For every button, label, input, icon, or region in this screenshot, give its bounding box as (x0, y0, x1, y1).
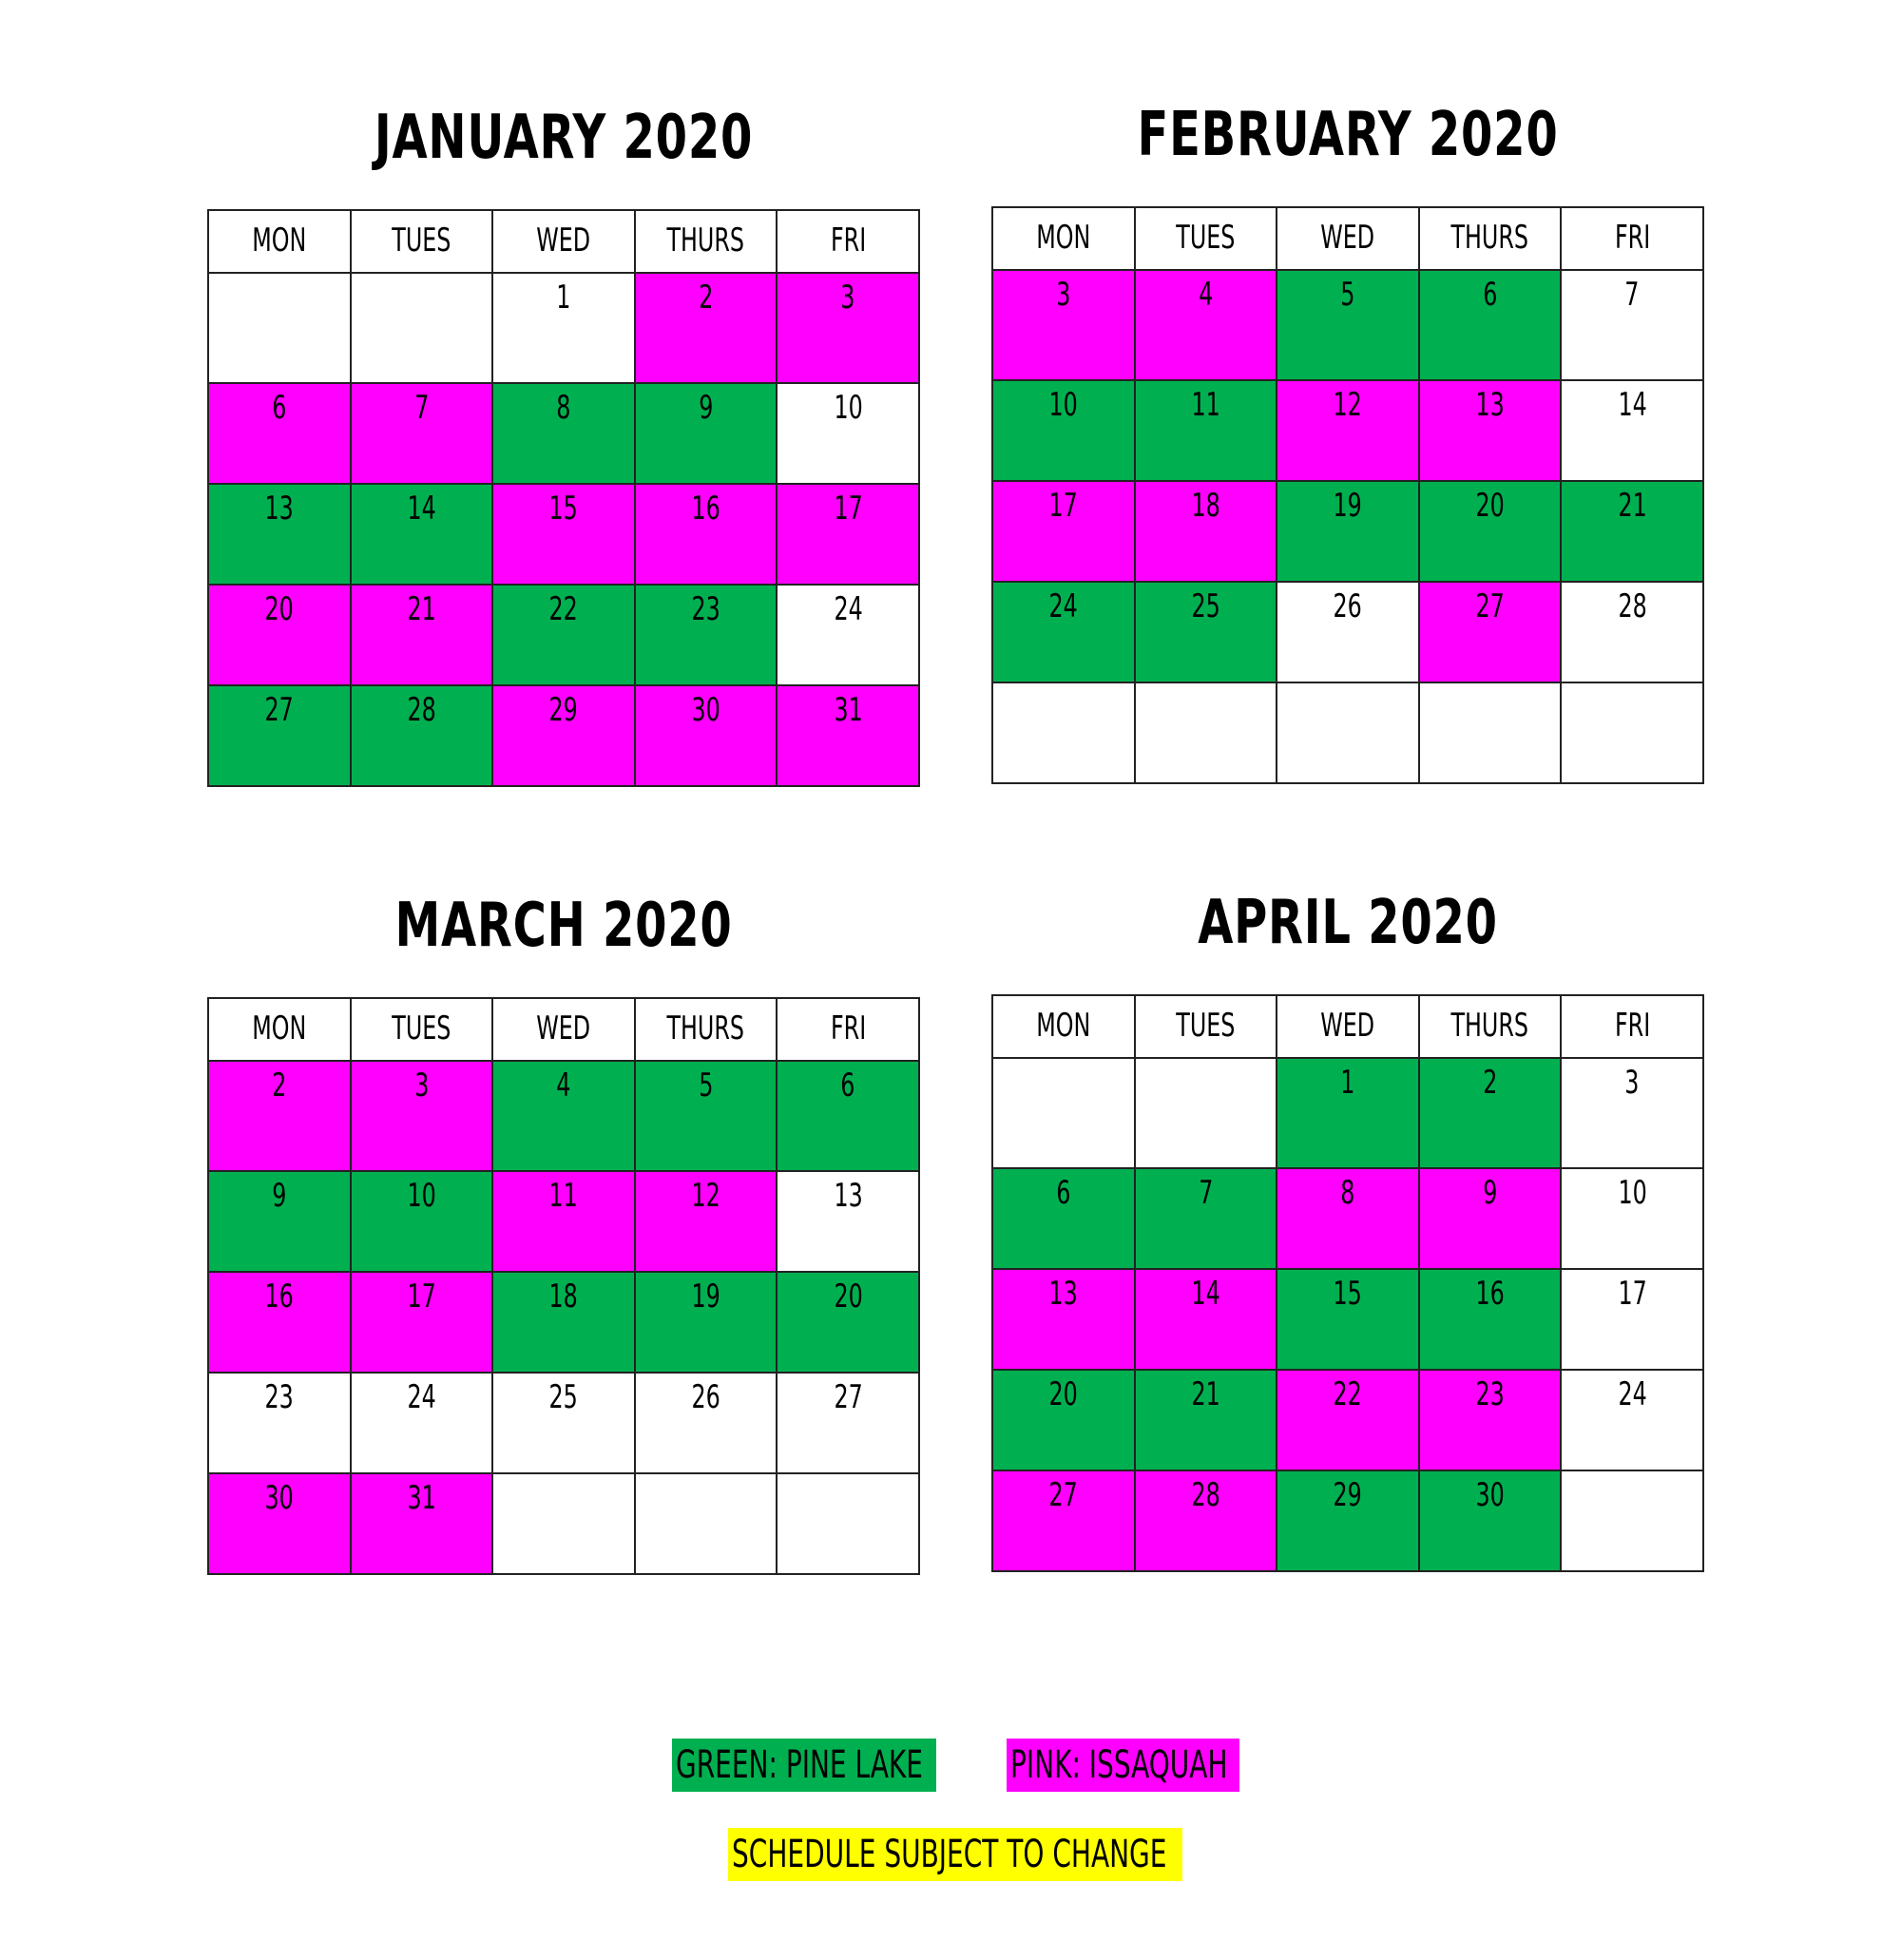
day-number: 27 (1048, 1476, 1078, 1514)
week-row (992, 270, 1703, 380)
day-number: 9 (698, 389, 714, 427)
day-cell (1277, 1370, 1419, 1470)
day-cell (777, 1373, 919, 1473)
week-row (992, 1058, 1703, 1168)
day-cell (492, 273, 635, 383)
day-number: 28 (1191, 1476, 1220, 1514)
day-cell (1135, 1269, 1277, 1370)
day-cell (351, 685, 493, 786)
day-number: 25 (1191, 587, 1220, 625)
day-number: 20 (834, 1278, 863, 1316)
day-number: 19 (691, 1278, 720, 1316)
weekday-header-wed (1277, 207, 1419, 270)
weekday-header-tues (1135, 207, 1277, 270)
day-number: 12 (691, 1177, 720, 1215)
day-cell (992, 270, 1135, 380)
day-cell (1561, 682, 1703, 783)
day-number: 10 (407, 1177, 436, 1215)
day-cell (1277, 682, 1419, 783)
day-cell (351, 273, 493, 383)
day-cell (208, 1473, 351, 1574)
day-cell (351, 383, 493, 484)
day-cell (492, 1061, 635, 1171)
weekday-header-row (208, 998, 919, 1061)
week-row (992, 1168, 1703, 1269)
day-cell (492, 685, 635, 786)
day-cell (1277, 1470, 1419, 1571)
day-number: 27 (1475, 587, 1505, 625)
weekday-header-label: FRI (830, 221, 866, 259)
day-cell (777, 383, 919, 484)
day-number: 22 (1333, 1375, 1363, 1413)
day-cell (992, 582, 1135, 682)
day-number: 21 (407, 590, 436, 628)
day-number: 3 (1056, 276, 1071, 314)
day-number: 10 (1048, 386, 1078, 424)
week-row (992, 380, 1703, 481)
day-number: 29 (548, 691, 579, 729)
day-number: 15 (548, 490, 579, 528)
schedule-notice (728, 1828, 1182, 1881)
day-cell (208, 1272, 351, 1373)
day-cell (992, 1168, 1135, 1269)
day-cell (635, 585, 778, 685)
day-number: 24 (1618, 1375, 1647, 1413)
weekday-header-label: THURS (666, 221, 745, 259)
day-number: 29 (1333, 1476, 1363, 1514)
weekday-header-row (208, 210, 919, 273)
day-number: 14 (407, 490, 436, 528)
legend-pink-issaquah (1007, 1739, 1239, 1792)
legend-pink-label: PINK: ISSAQUAH (1010, 1743, 1228, 1787)
day-number: 30 (264, 1479, 294, 1517)
day-cell (1419, 582, 1562, 682)
day-cell (635, 273, 778, 383)
day-cell (1419, 682, 1562, 783)
weekday-header-label: FRI (1614, 1007, 1650, 1045)
day-cell (635, 685, 778, 786)
day-cell (492, 484, 635, 585)
day-cell (1419, 380, 1562, 481)
day-cell (777, 1473, 919, 1574)
day-number: 10 (1618, 1174, 1647, 1212)
day-cell (351, 1272, 493, 1373)
calendar-body (992, 270, 1703, 783)
day-cell (492, 1272, 635, 1373)
day-cell (1135, 380, 1277, 481)
week-row (208, 1473, 919, 1574)
week-row (208, 1061, 919, 1171)
day-number: 13 (834, 1177, 863, 1215)
day-cell (492, 1473, 635, 1574)
day-number: 15 (1333, 1275, 1363, 1313)
week-row (208, 685, 919, 786)
day-number: 4 (556, 1066, 571, 1105)
day-number: 7 (1624, 276, 1640, 314)
day-cell (992, 481, 1135, 582)
weekday-header-wed (492, 210, 635, 273)
day-number: 21 (1191, 1375, 1220, 1413)
weekday-header-label: THURS (1450, 1007, 1529, 1045)
day-cell (351, 1473, 493, 1574)
day-number: 6 (840, 1066, 855, 1105)
day-cell (1135, 270, 1277, 380)
day-number: 20 (1048, 1375, 1078, 1413)
weekday-header-label: MON (1036, 219, 1091, 257)
calendar-grid (991, 206, 1704, 784)
day-cell (777, 685, 919, 786)
day-number: 24 (834, 590, 863, 628)
day-number: 13 (1048, 1275, 1078, 1313)
weekday-header-mon (208, 210, 351, 273)
day-number: 7 (413, 389, 429, 427)
day-cell (1561, 582, 1703, 682)
day-cell (351, 1373, 493, 1473)
day-cell (1277, 270, 1419, 380)
day-cell (208, 1061, 351, 1171)
month-title: FEBRUARY 2020 (1137, 100, 1559, 170)
day-cell (492, 383, 635, 484)
day-number: 12 (1333, 386, 1363, 424)
week-row (208, 1272, 919, 1373)
day-number: 17 (834, 490, 863, 528)
day-cell (208, 273, 351, 383)
calendar-grid (991, 994, 1704, 1572)
weekday-header-mon (992, 995, 1135, 1058)
day-number: 6 (1056, 1174, 1071, 1212)
day-cell (208, 1171, 351, 1272)
day-cell (1135, 1058, 1277, 1168)
weekday-header-label: FRI (830, 1009, 866, 1047)
day-cell (777, 273, 919, 383)
day-cell (777, 1061, 919, 1171)
day-cell (992, 1370, 1135, 1470)
day-cell (777, 585, 919, 685)
day-cell (1561, 1370, 1703, 1470)
day-number: 11 (548, 1177, 579, 1215)
day-cell (1419, 1470, 1562, 1571)
day-cell (635, 1373, 778, 1473)
day-cell (777, 484, 919, 585)
day-number: 13 (1475, 386, 1505, 424)
day-number: 1 (1340, 1064, 1355, 1102)
day-number: 30 (691, 691, 720, 729)
weekday-header-thurs (635, 210, 778, 273)
weekday-header-label: MON (1036, 1007, 1091, 1045)
day-cell (1419, 1058, 1562, 1168)
day-cell (492, 1171, 635, 1272)
day-cell (635, 1473, 778, 1574)
weekday-header-label: FRI (1614, 219, 1650, 257)
day-cell (992, 682, 1135, 783)
day-number: 14 (1191, 1275, 1220, 1313)
weekday-header-label: TUES (1176, 219, 1236, 257)
day-number: 24 (1048, 587, 1078, 625)
day-number: 27 (834, 1378, 863, 1416)
weekday-header-row (992, 207, 1703, 270)
week-row (208, 383, 919, 484)
day-number: 10 (834, 389, 863, 427)
day-number: 22 (548, 590, 579, 628)
day-cell (1561, 380, 1703, 481)
day-number: 28 (1618, 587, 1647, 625)
calendar-april (991, 880, 1704, 1514)
day-cell (492, 585, 635, 685)
week-row (208, 1373, 919, 1473)
legend-green-pine-lake (672, 1739, 936, 1792)
day-number: 31 (834, 691, 863, 729)
day-number: 17 (1618, 1275, 1647, 1313)
day-cell (1561, 1470, 1703, 1571)
day-cell (1561, 1269, 1703, 1370)
day-cell (992, 380, 1135, 481)
day-cell (1135, 1168, 1277, 1269)
day-number: 23 (691, 590, 720, 628)
day-number: 26 (1333, 587, 1363, 625)
calendar-january (207, 95, 920, 729)
day-cell (635, 1061, 778, 1171)
week-row (208, 484, 919, 585)
day-number: 19 (1333, 487, 1363, 525)
weekday-header-label: MON (252, 1009, 307, 1047)
calendar-grid (207, 997, 920, 1575)
day-number: 1 (556, 279, 571, 317)
day-number: 27 (264, 691, 294, 729)
month-title: MARCH 2020 (394, 891, 733, 961)
week-row (208, 273, 919, 383)
week-row (208, 585, 919, 685)
calendar-grid (207, 209, 920, 787)
day-cell (1135, 1370, 1277, 1470)
weekday-header-label: WED (1320, 219, 1375, 257)
day-cell (1277, 1058, 1419, 1168)
day-cell (1135, 1470, 1277, 1571)
weekday-header-row (992, 995, 1703, 1058)
month-title: JANUARY 2020 (374, 103, 754, 173)
day-cell (1277, 481, 1419, 582)
day-number: 3 (413, 1066, 429, 1105)
weekday-header-label: WED (536, 1009, 591, 1047)
weekday-header-label: TUES (392, 221, 451, 259)
weekday-header-fri (777, 210, 919, 273)
weekday-header-tues (351, 998, 493, 1061)
week-row (992, 582, 1703, 682)
day-cell (635, 1272, 778, 1373)
weekday-header-wed (1277, 995, 1419, 1058)
weekday-header-thurs (1419, 207, 1562, 270)
week-row (992, 682, 1703, 783)
day-cell (1277, 582, 1419, 682)
day-number: 5 (698, 1066, 714, 1105)
day-cell (1561, 1058, 1703, 1168)
day-number: 2 (1482, 1064, 1498, 1102)
day-cell (1277, 1168, 1419, 1269)
day-cell (1561, 1168, 1703, 1269)
day-number: 18 (548, 1278, 579, 1316)
day-number: 9 (1482, 1174, 1498, 1212)
day-number: 9 (272, 1177, 287, 1215)
weekday-header-fri (777, 998, 919, 1061)
day-cell (777, 1171, 919, 1272)
calendar-march (207, 883, 920, 1517)
weekday-header-fri (1561, 995, 1703, 1058)
day-cell (1135, 682, 1277, 783)
day-number: 20 (1475, 487, 1505, 525)
day-number: 2 (272, 1066, 287, 1105)
day-cell (208, 585, 351, 685)
weekday-header-label: THURS (666, 1009, 745, 1047)
day-number: 23 (264, 1378, 294, 1416)
day-number: 16 (1475, 1275, 1505, 1313)
day-cell (208, 1373, 351, 1473)
weekday-header-label: TUES (392, 1009, 451, 1047)
day-number: 16 (691, 490, 720, 528)
day-cell (992, 1058, 1135, 1168)
legend-green-label: GREEN: PINE LAKE (676, 1743, 923, 1787)
weekday-header-label: THURS (1450, 219, 1529, 257)
week-row (992, 1470, 1703, 1571)
day-number: 8 (556, 389, 571, 427)
day-number: 31 (407, 1479, 436, 1517)
day-number: 18 (1191, 487, 1220, 525)
day-cell (1419, 1269, 1562, 1370)
day-number: 16 (264, 1278, 294, 1316)
day-cell (208, 383, 351, 484)
day-number: 3 (840, 279, 855, 317)
day-number: 2 (698, 279, 714, 317)
day-cell (1277, 1269, 1419, 1370)
day-number: 21 (1618, 487, 1647, 525)
day-number: 17 (407, 1278, 436, 1316)
day-number: 30 (1475, 1476, 1505, 1514)
weekday-header-fri (1561, 207, 1703, 270)
day-cell (351, 1061, 493, 1171)
day-cell (777, 1272, 919, 1373)
weekday-header-tues (1135, 995, 1277, 1058)
calendar-body (208, 1061, 919, 1574)
weekday-header-thurs (1419, 995, 1562, 1058)
day-cell (1135, 582, 1277, 682)
schedule-notice-label: SCHEDULE SUBJECT TO CHANGE (732, 1833, 1167, 1876)
month-title: APRIL 2020 (1198, 888, 1498, 958)
day-number: 20 (264, 590, 294, 628)
day-number: 28 (407, 691, 436, 729)
week-row (992, 1269, 1703, 1370)
weekday-header-mon (208, 998, 351, 1061)
day-cell (492, 1373, 635, 1473)
day-cell (1419, 1370, 1562, 1470)
day-number: 3 (1624, 1064, 1640, 1102)
day-number: 24 (407, 1378, 436, 1416)
day-cell (1419, 1168, 1562, 1269)
day-number: 4 (1198, 276, 1213, 314)
day-number: 7 (1198, 1174, 1213, 1212)
weekday-header-label: MON (252, 221, 307, 259)
weekday-header-mon (992, 207, 1135, 270)
day-number: 8 (1340, 1174, 1355, 1212)
weekday-header-tues (351, 210, 493, 273)
day-number: 5 (1340, 276, 1355, 314)
day-cell (1419, 481, 1562, 582)
day-number: 13 (264, 490, 294, 528)
day-cell (351, 1171, 493, 1272)
day-number: 23 (1475, 1375, 1505, 1413)
calendar-body (992, 1058, 1703, 1571)
day-cell (992, 1470, 1135, 1571)
day-cell (635, 484, 778, 585)
day-cell (1561, 481, 1703, 582)
day-cell (1419, 270, 1562, 380)
weekday-header-thurs (635, 998, 778, 1061)
weekday-header-wed (492, 998, 635, 1061)
calendar-february (991, 92, 1704, 625)
week-row (992, 1370, 1703, 1470)
day-number: 6 (272, 389, 287, 427)
day-cell (208, 484, 351, 585)
day-number: 17 (1048, 487, 1078, 525)
day-number: 11 (1191, 386, 1220, 424)
day-number: 25 (548, 1378, 579, 1416)
day-cell (1135, 481, 1277, 582)
week-row (208, 1171, 919, 1272)
day-cell (1561, 270, 1703, 380)
weekday-header-label: TUES (1176, 1007, 1236, 1045)
day-cell (635, 383, 778, 484)
calendar-body (208, 273, 919, 786)
day-cell (635, 1171, 778, 1272)
weekday-header-label: WED (1320, 1007, 1375, 1045)
day-cell (208, 685, 351, 786)
weekday-header-label: WED (536, 221, 591, 259)
day-cell (992, 1269, 1135, 1370)
day-number: 14 (1618, 386, 1647, 424)
day-number: 26 (691, 1378, 720, 1416)
day-number: 6 (1482, 276, 1498, 314)
week-row (992, 481, 1703, 582)
day-cell (1277, 380, 1419, 481)
day-cell (351, 585, 493, 685)
day-cell (351, 484, 493, 585)
